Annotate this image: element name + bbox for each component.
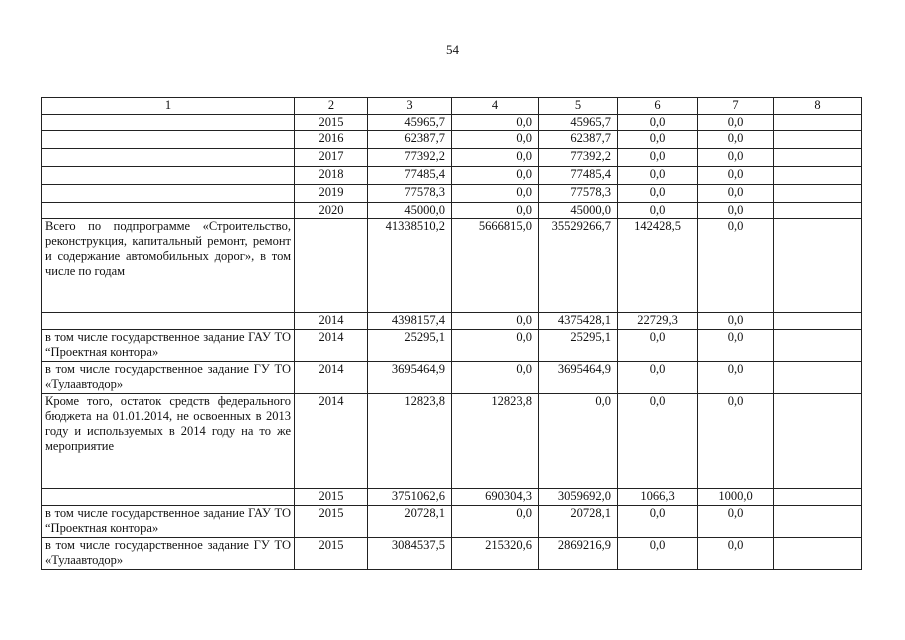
year-cell: 2016 xyxy=(295,131,368,149)
total-cell: 77392,2 xyxy=(368,149,452,167)
federal-cell: 215320,6 xyxy=(452,538,539,570)
federal-cell: 0,0 xyxy=(452,313,539,330)
federal-cell: 0,0 xyxy=(452,203,539,219)
note-cell xyxy=(774,538,862,570)
column-header: 4 xyxy=(452,98,539,115)
municipal-cell: 0,0 xyxy=(618,149,698,167)
year-cell xyxy=(295,219,368,313)
municipal-cell: 0,0 xyxy=(618,394,698,489)
year-cell: 2014 xyxy=(295,313,368,330)
note-cell xyxy=(774,149,862,167)
total-cell: 77485,4 xyxy=(368,167,452,185)
total-cell: 62387,7 xyxy=(368,131,452,149)
regional-cell: 2869216,9 xyxy=(539,538,618,570)
table-row xyxy=(42,203,862,219)
regional-cell: 77392,2 xyxy=(539,149,618,167)
note-cell xyxy=(774,506,862,538)
table-row xyxy=(42,115,862,131)
year-cell: 2015 xyxy=(295,489,368,506)
year-cell: 2014 xyxy=(295,394,368,489)
note-cell xyxy=(774,330,862,362)
note-cell xyxy=(774,131,862,149)
table-row xyxy=(42,149,862,167)
extra-budget-cell: 0,0 xyxy=(698,203,774,219)
description-cell: в том числе государственное задание ГУ ТО «Тулаавтодор» xyxy=(42,362,295,394)
description-cell: в том числе государственное задание ГАУ ТО “Проектная контора» xyxy=(42,506,295,538)
column-header: 2 xyxy=(295,98,368,115)
table-row xyxy=(42,219,862,313)
description-cell: Кроме того, остаток средств федерального бюджета на 01.01.2014, не освоенных в 2013 году и используемых в 2014 году на то же мероприятие xyxy=(42,394,295,489)
description-cell xyxy=(42,185,295,203)
year-cell: 2019 xyxy=(295,185,368,203)
total-cell: 12823,8 xyxy=(368,394,452,489)
regional-cell: 3059692,0 xyxy=(539,489,618,506)
federal-cell: 0,0 xyxy=(452,185,539,203)
total-cell: 77578,3 xyxy=(368,185,452,203)
note-cell xyxy=(774,362,862,394)
regional-cell: 62387,7 xyxy=(539,131,618,149)
extra-budget-cell: 0,0 xyxy=(698,115,774,131)
column-header: 6 xyxy=(618,98,698,115)
total-cell: 45000,0 xyxy=(368,203,452,219)
municipal-cell: 0,0 xyxy=(618,538,698,570)
description-cell xyxy=(42,131,295,149)
column-header: 8 xyxy=(774,98,862,115)
total-cell: 3084537,5 xyxy=(368,538,452,570)
header-row xyxy=(42,98,862,115)
extra-budget-cell: 0,0 xyxy=(698,506,774,538)
regional-cell: 35529266,7 xyxy=(539,219,618,313)
column-header: 7 xyxy=(698,98,774,115)
note-cell xyxy=(774,185,862,203)
federal-cell: 0,0 xyxy=(452,167,539,185)
regional-cell: 4375428,1 xyxy=(539,313,618,330)
extra-budget-cell: 0,0 xyxy=(698,330,774,362)
description-cell xyxy=(42,167,295,185)
municipal-cell: 0,0 xyxy=(618,167,698,185)
total-cell: 4398157,4 xyxy=(368,313,452,330)
extra-budget-cell: 0,0 xyxy=(698,167,774,185)
year-cell: 2015 xyxy=(295,538,368,570)
note-cell xyxy=(774,313,862,330)
description-cell: в том числе государственное задание ГАУ ТО “Проектная контора» xyxy=(42,330,295,362)
table-row xyxy=(42,330,862,362)
description-cell xyxy=(42,489,295,506)
total-cell: 45965,7 xyxy=(368,115,452,131)
municipal-cell: 1066,3 xyxy=(618,489,698,506)
federal-cell: 12823,8 xyxy=(452,394,539,489)
regional-cell: 77485,4 xyxy=(539,167,618,185)
municipal-cell: 0,0 xyxy=(618,131,698,149)
table-row xyxy=(42,394,862,489)
municipal-cell: 0,0 xyxy=(618,506,698,538)
table-row xyxy=(42,131,862,149)
table-row xyxy=(42,538,862,570)
regional-cell: 77578,3 xyxy=(539,185,618,203)
extra-budget-cell: 0,0 xyxy=(698,362,774,394)
municipal-cell: 0,0 xyxy=(618,115,698,131)
extra-budget-cell: 0,0 xyxy=(698,394,774,489)
municipal-cell: 142428,5 xyxy=(618,219,698,313)
table-row xyxy=(42,185,862,203)
description-cell: в том числе государственное задание ГУ ТО «Тулаавтодор» xyxy=(42,538,295,570)
total-cell: 41338510,2 xyxy=(368,219,452,313)
federal-cell: 5666815,0 xyxy=(452,219,539,313)
regional-cell: 45000,0 xyxy=(539,203,618,219)
total-cell: 25295,1 xyxy=(368,330,452,362)
municipal-cell: 0,0 xyxy=(618,203,698,219)
budget-table xyxy=(41,97,862,570)
municipal-cell: 0,0 xyxy=(618,185,698,203)
regional-cell: 3695464,9 xyxy=(539,362,618,394)
year-cell: 2018 xyxy=(295,167,368,185)
total-cell: 3751062,6 xyxy=(368,489,452,506)
extra-budget-cell: 0,0 xyxy=(698,538,774,570)
column-header: 1 xyxy=(42,98,295,115)
year-cell: 2015 xyxy=(295,115,368,131)
regional-cell: 45965,7 xyxy=(539,115,618,131)
note-cell xyxy=(774,167,862,185)
description-cell xyxy=(42,149,295,167)
note-cell xyxy=(774,115,862,131)
total-cell: 3695464,9 xyxy=(368,362,452,394)
federal-cell: 690304,3 xyxy=(452,489,539,506)
year-cell: 2014 xyxy=(295,330,368,362)
table-body xyxy=(42,98,862,570)
federal-cell: 0,0 xyxy=(452,506,539,538)
federal-cell: 0,0 xyxy=(452,362,539,394)
year-cell: 2015 xyxy=(295,506,368,538)
description-cell xyxy=(42,203,295,219)
column-header: 3 xyxy=(368,98,452,115)
extra-budget-cell: 0,0 xyxy=(698,313,774,330)
extra-budget-cell: 0,0 xyxy=(698,149,774,167)
description-cell: Всего по подпрограмме «Строительство, реконструкция, капитальный ремонт, ремонт и содержание автомобильных дорог», в том числе по годам xyxy=(42,219,295,313)
note-cell xyxy=(774,203,862,219)
federal-cell: 0,0 xyxy=(452,149,539,167)
municipal-cell: 22729,3 xyxy=(618,313,698,330)
federal-cell: 0,0 xyxy=(452,115,539,131)
federal-cell: 0,0 xyxy=(452,131,539,149)
year-cell: 2017 xyxy=(295,149,368,167)
year-cell: 2014 xyxy=(295,362,368,394)
regional-cell: 0,0 xyxy=(539,394,618,489)
table-row xyxy=(42,489,862,506)
municipal-cell: 0,0 xyxy=(618,362,698,394)
note-cell xyxy=(774,489,862,506)
page-number: 54 xyxy=(446,42,459,57)
extra-budget-cell: 0,0 xyxy=(698,185,774,203)
federal-cell: 0,0 xyxy=(452,330,539,362)
table-row xyxy=(42,362,862,394)
column-header: 5 xyxy=(539,98,618,115)
description-cell xyxy=(42,115,295,131)
table-row xyxy=(42,313,862,330)
extra-budget-cell: 0,0 xyxy=(698,219,774,313)
description-cell xyxy=(42,313,295,330)
table-row xyxy=(42,167,862,185)
note-cell xyxy=(774,219,862,313)
extra-budget-cell: 0,0 xyxy=(698,131,774,149)
extra-budget-cell: 1000,0 xyxy=(698,489,774,506)
regional-cell: 20728,1 xyxy=(539,506,618,538)
total-cell: 20728,1 xyxy=(368,506,452,538)
year-cell: 2020 xyxy=(295,203,368,219)
municipal-cell: 0,0 xyxy=(618,330,698,362)
table-row xyxy=(42,506,862,538)
note-cell xyxy=(774,394,862,489)
regional-cell: 25295,1 xyxy=(539,330,618,362)
